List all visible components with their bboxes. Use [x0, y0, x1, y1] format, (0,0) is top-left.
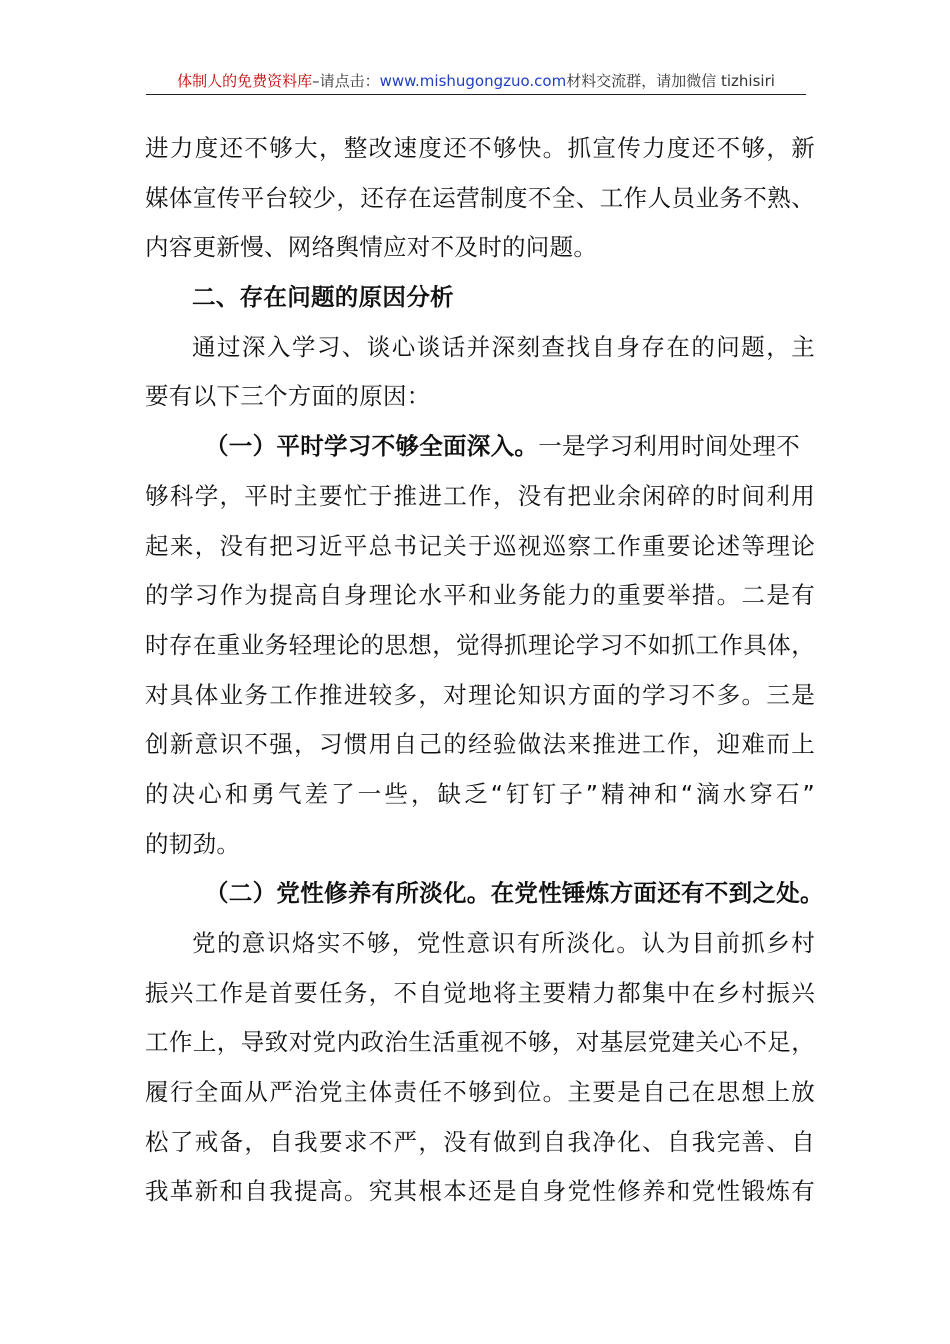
page-header: [146, 68, 806, 95]
paragraph-line: 党的意识烙实不够，党性意识有所淡化。认为目前抓乡村: [192, 929, 815, 957]
header-prompt: –请点击：: [312, 72, 380, 90]
header-url-link[interactable]: www.mishugongzuo.com: [379, 72, 567, 90]
paragraph-line: 的学习作为提高自身理论水平和业务能力的重要举措。二是有: [145, 581, 815, 610]
paragraph-line: 的韧劲。: [145, 829, 241, 858]
paragraph-line: 我革新和自我提高。究其根本还是自身党性修养和党性锻炼有: [145, 1177, 815, 1206]
paragraph-line: 媒体宣传平台较少，还存在运营制度不全、工作人员业务不熟、: [145, 183, 815, 212]
paragraph-line: 振兴工作是首要任务，不自觉地将主要精力都集中在乡村振兴: [145, 978, 815, 1007]
paragraph-line: 通过深入学习、谈心谈话并深刻查找自身存在的问题，主: [192, 332, 815, 361]
paragraph-line: 创新意识不强，习惯用自己的经验做法来推进工作，迎难而上: [145, 730, 815, 759]
subsection-heading-1: （一）平时学习不够全面深入。: [205, 432, 539, 461]
paragraph-line: 时存在重业务轻理论的思想，觉得抓理论学习不如抓工作具体，: [145, 630, 815, 659]
header-contact: 材料交流群，请加微信 tizhisiri: [566, 72, 775, 90]
paragraph-line: [145, 422, 815, 472]
document-body: [145, 124, 824, 1217]
paragraph-line: 进力度还不够大，整改速度还不够快。抓宣传力度还不够，新: [145, 134, 815, 162]
paragraph-line: 起来，没有把习近平总书记关于巡视巡察工作重要论述等理论: [145, 531, 815, 560]
paragraph-line: 松了戒备，自我要求不严，没有做到自我净化、自我完善、自: [145, 1127, 815, 1156]
paragraph-line: 内容更新慢、网络舆情应对不及时的问题。: [145, 233, 598, 262]
subsection-heading-2: （二）党性修养有所淡化。在党性锤炼方面还有不到之处。: [205, 879, 824, 908]
section-heading: 二、存在问题的原因分析: [192, 283, 454, 312]
paragraph-text: 一是学习利用时间处理不: [538, 432, 801, 461]
paragraph-line: 要有以下三个方面的原因：: [145, 382, 431, 411]
paragraph-line: 的决心和勇气差了一些，缺乏“钉钉子”精神和“滴水穿石”: [145, 779, 815, 808]
header-brand: 体制人的免费资料库: [177, 72, 313, 90]
paragraph-line: 够科学，平时主要忙于推进工作，没有把业余闲碎的时间利用: [145, 481, 815, 510]
paragraph-line: 履行全面从严治党主体责任不够到位。主要是自己在思想上放: [145, 1078, 815, 1107]
paragraph-line: 对具体业务工作推进较多，对理论知识方面的学习不多。三是: [145, 680, 815, 709]
paragraph-line: 工作上，导致对党内政治生活重视不够，对基层党建关心不足，: [145, 1028, 815, 1057]
